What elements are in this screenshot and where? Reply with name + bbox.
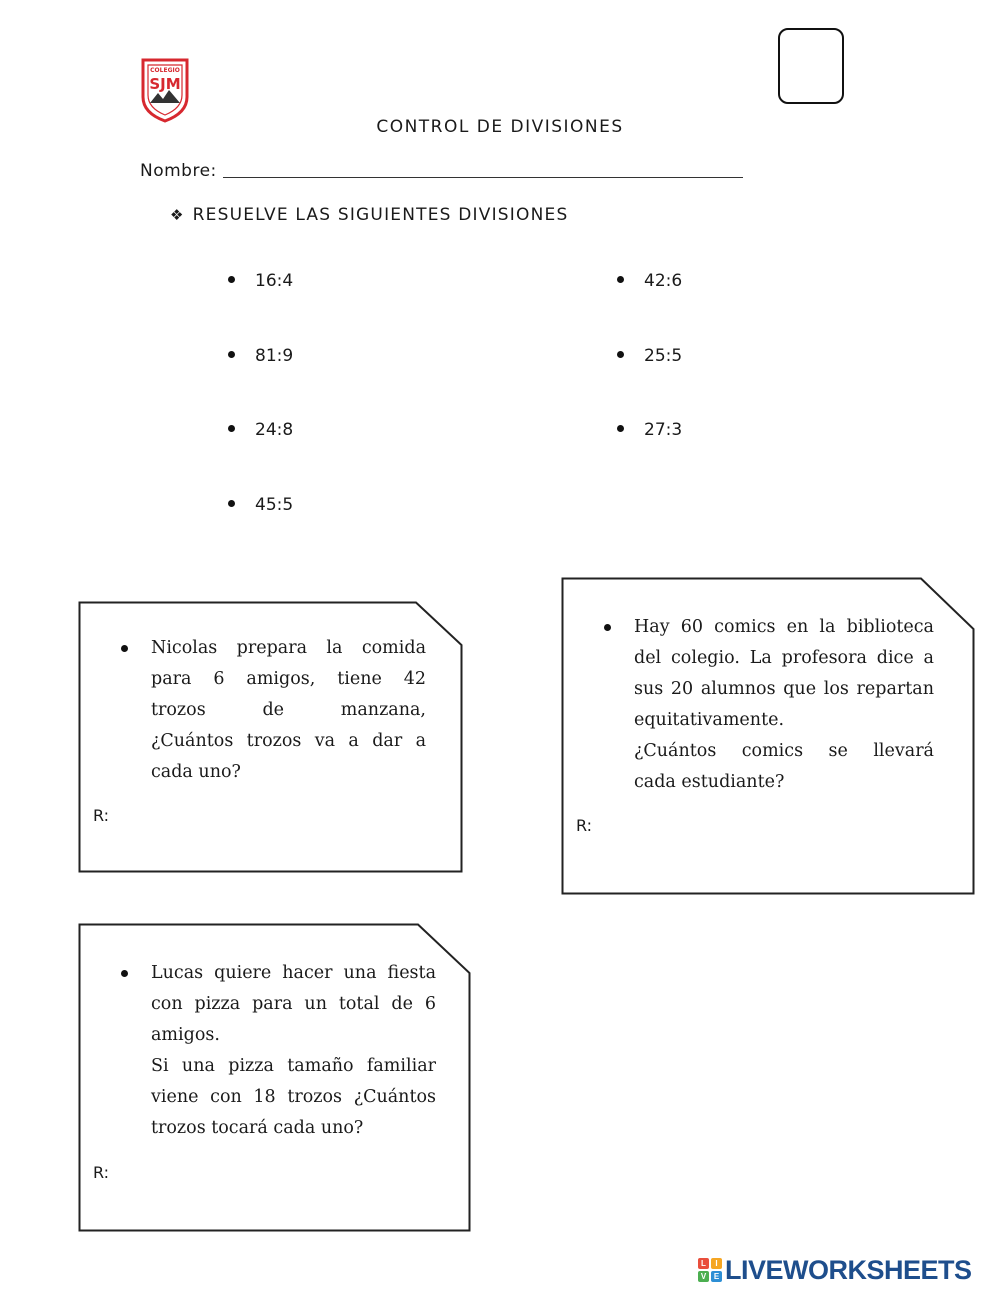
problem-line: cada uno? (151, 762, 241, 782)
name-input-line[interactable] (223, 177, 743, 178)
logo-letter: E (711, 1271, 722, 1282)
division-item (228, 271, 293, 291)
division-text: 16:4 (255, 271, 294, 291)
problem-card-2 (561, 577, 975, 895)
problem-line: para 6 amigos, tiene 42 (151, 669, 426, 689)
problem-card-3 (78, 923, 471, 1232)
problem-text (151, 958, 436, 1144)
logo-top-text: COLEGIO (150, 67, 180, 74)
division-text: 27:3 (644, 420, 683, 440)
bullet-icon (604, 624, 611, 631)
logo-letter: V (698, 1271, 709, 1282)
problem-line: Hay 60 comics en la biblioteca (634, 617, 934, 637)
division-item (617, 420, 682, 440)
score-box[interactable] (778, 28, 844, 104)
answer-field[interactable] (606, 811, 936, 841)
logo-letter: I (711, 1258, 722, 1269)
bullet-icon (617, 351, 624, 358)
problem-line: Lucas quiere hacer una fiesta (151, 963, 436, 983)
liveworksheets-brand (698, 1255, 972, 1285)
bullet-icon (228, 425, 235, 432)
name-field-row (140, 161, 743, 181)
problem-line: trozos tocará cada uno? (151, 1118, 364, 1138)
brand-text: LIVEWORKSHEETS (725, 1254, 972, 1285)
division-text: 24:8 (255, 420, 294, 440)
school-logo (140, 57, 190, 123)
logo-monogram: SJM (149, 75, 181, 93)
division-text: 45:5 (255, 495, 294, 515)
bullet-icon (228, 500, 235, 507)
logo-letter: L (698, 1258, 709, 1269)
problem-text (151, 633, 426, 788)
name-label: Nombre: (140, 161, 217, 181)
instruction-text: RESUELVE LAS SIGUIENTES DIVISIONES (192, 205, 569, 225)
instruction (170, 205, 568, 225)
answer-label: R: (93, 806, 110, 825)
problem-text (634, 612, 934, 798)
problem-line: amigos. (151, 1025, 220, 1045)
bullet-icon (228, 351, 235, 358)
problem-line: del colegio. La profesora dice a (634, 648, 934, 668)
problem-line: viene con 18 trozos ¿Cuántos (151, 1087, 436, 1107)
problem-line: sus 20 alumnos que los repartan (634, 679, 934, 699)
bullet-icon (121, 645, 128, 652)
bullet-icon (617, 425, 624, 432)
bullet-icon (617, 276, 624, 283)
problem-line: ¿Cuántos comics se llevará (634, 741, 934, 761)
division-item (617, 346, 682, 366)
division-text: 42:6 (644, 271, 683, 291)
division-text: 81:9 (255, 346, 294, 366)
problem-line: cada estudiante? (634, 772, 785, 792)
problem-card-1 (78, 601, 463, 873)
answer-field[interactable] (123, 801, 423, 831)
page-title: CONTROL DE DIVISIONES (376, 117, 624, 137)
bullet-icon (121, 970, 128, 977)
problem-line: con pizza para un total de 6 (151, 994, 436, 1014)
problem-line: trozos de manzana, (151, 700, 426, 720)
division-item (228, 420, 293, 440)
problem-line: Nicolas prepara la comida (151, 638, 426, 658)
answer-field[interactable] (123, 1158, 433, 1188)
liveworksheets-logo-icon (698, 1258, 722, 1282)
division-text: 25:5 (644, 346, 683, 366)
answer-label: R: (93, 1163, 110, 1182)
problem-line: equitativamente. (634, 710, 785, 730)
bullet-icon (228, 276, 235, 283)
answer-label: R: (576, 816, 593, 835)
division-item (228, 495, 293, 515)
problem-line: Si una pizza tamaño familiar (151, 1056, 436, 1076)
problem-line: ¿Cuántos trozos va a dar a (151, 731, 426, 751)
diamond-bullet-icon: ❖ (170, 206, 185, 224)
division-item (228, 346, 293, 366)
division-item (617, 271, 682, 291)
